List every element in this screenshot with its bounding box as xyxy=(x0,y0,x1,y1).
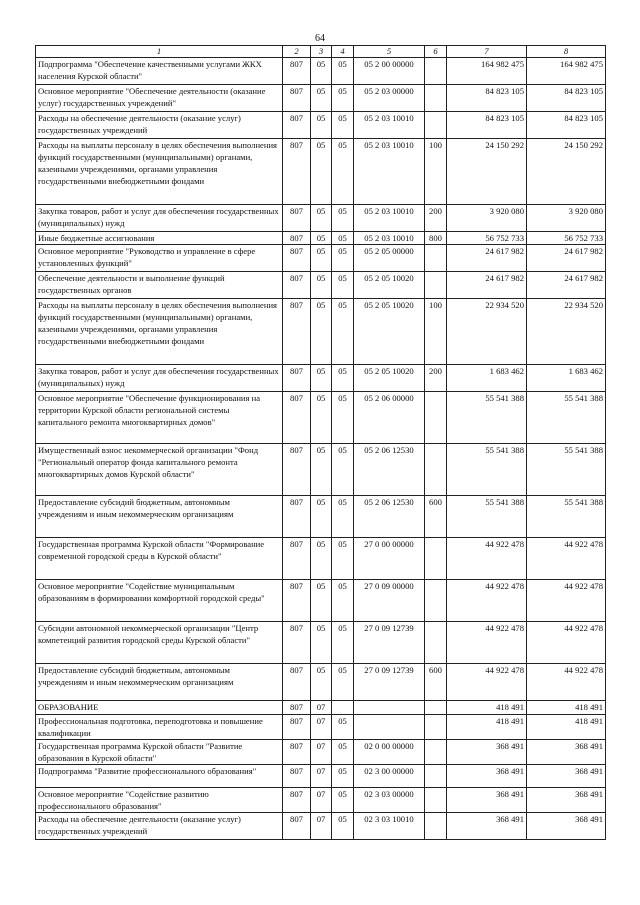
expense-type-code xyxy=(425,392,447,444)
target-article-code: 27 0 09 12739 xyxy=(354,664,425,701)
ministry-code: 807 xyxy=(283,538,311,580)
header-row xyxy=(36,46,606,58)
subsection-code: 05 xyxy=(332,622,354,664)
ministry-code: 807 xyxy=(283,580,311,622)
ministry-code: 807 xyxy=(283,788,311,813)
target-article-code: 02 3 03 00000 xyxy=(354,788,425,813)
amount-year-2: 368 491 xyxy=(527,788,606,813)
subsection-code: 05 xyxy=(332,299,354,365)
amount-year-1: 84 823 105 xyxy=(447,112,527,139)
table-row xyxy=(36,112,606,139)
item-name: Основное мероприятие "Руководство и управление в сфере установленных функций" xyxy=(36,245,283,272)
section-code: 05 xyxy=(311,580,332,622)
amount-year-2: 368 491 xyxy=(527,765,606,788)
amount-year-1: 24 617 982 xyxy=(447,272,527,299)
amount-year-2: 55 541 388 xyxy=(527,392,606,444)
section-code: 05 xyxy=(311,245,332,272)
item-name: Основное мероприятие "Обеспечение деятельности (оказание услуг) государственных учреждений" xyxy=(36,85,283,112)
ministry-code: 807 xyxy=(283,813,311,840)
amount-year-1: 418 491 xyxy=(447,701,527,715)
subsection-code: 05 xyxy=(332,85,354,112)
expense-type-code xyxy=(425,58,447,85)
item-name: Расходы на выплаты персоналу в целях обеспечения выполнения функций государственными (муниципальными) органами, казенными учреждениями, органами управления государственными внебюджетными фондами xyxy=(36,139,283,205)
item-name: Расходы на обеспечение деятельности (оказание услуг) государственных учреждений xyxy=(36,112,283,139)
section-code: 05 xyxy=(311,232,332,245)
subsection-code: 05 xyxy=(332,139,354,205)
section-code: 05 xyxy=(311,205,332,232)
item-name: Закупка товаров, работ и услуг для обеспечения государственных (муниципальных) нужд xyxy=(36,365,283,392)
header-cell: 1 xyxy=(36,46,283,58)
item-name: ОБРАЗОВАНИЕ xyxy=(36,701,283,715)
expense-type-code xyxy=(425,740,447,765)
table-row xyxy=(36,788,606,813)
amount-year-2: 55 541 388 xyxy=(527,444,606,496)
header-cell: 6 xyxy=(425,46,447,58)
target-article-code: 05 2 03 10010 xyxy=(354,232,425,245)
amount-year-2: 24 617 982 xyxy=(527,245,606,272)
section-code: 05 xyxy=(311,272,332,299)
table-row xyxy=(36,245,606,272)
subsection-code: 05 xyxy=(332,205,354,232)
table-row xyxy=(36,538,606,580)
section-code: 05 xyxy=(311,622,332,664)
amount-year-1: 44 922 478 xyxy=(447,664,527,701)
item-name: Закупка товаров, работ и услуг для обеспечения государственных (муниципальных) нужд xyxy=(36,205,283,232)
item-name: Подпрограмма "Обеспечение качественными услугами ЖКХ населения Курской области" xyxy=(36,58,283,85)
amount-year-1: 44 922 478 xyxy=(447,580,527,622)
subsection-code: 05 xyxy=(332,580,354,622)
amount-year-2: 44 922 478 xyxy=(527,664,606,701)
target-article-code: 05 2 03 10010 xyxy=(354,205,425,232)
header-cell: 5 xyxy=(354,46,425,58)
ministry-code: 807 xyxy=(283,740,311,765)
header-cell: 7 xyxy=(447,46,527,58)
amount-year-1: 24 150 292 xyxy=(447,139,527,205)
header-cell: 4 xyxy=(332,46,354,58)
page-number: 64 xyxy=(315,33,325,44)
ministry-code: 807 xyxy=(283,272,311,299)
target-article-code: 27 0 00 00000 xyxy=(354,538,425,580)
budget-table xyxy=(35,45,606,840)
amount-year-2: 44 922 478 xyxy=(527,580,606,622)
expense-type-code xyxy=(425,580,447,622)
subsection-code: 05 xyxy=(332,232,354,245)
target-article-code: 05 2 06 12530 xyxy=(354,444,425,496)
target-article-code: 02 3 00 00000 xyxy=(354,765,425,788)
item-name: Государственная программа Курской области "Развитие образования в Курской области" xyxy=(36,740,283,765)
target-article-code: 05 2 03 00000 xyxy=(354,85,425,112)
table-row xyxy=(36,232,606,245)
target-article-code: 05 2 06 12530 xyxy=(354,496,425,538)
ministry-code: 807 xyxy=(283,715,311,740)
subsection-code: 05 xyxy=(332,272,354,299)
expense-type-code: 200 xyxy=(425,365,447,392)
subsection-code: 05 xyxy=(332,813,354,840)
subsection-code: 05 xyxy=(332,496,354,538)
amount-year-1: 24 617 982 xyxy=(447,245,527,272)
amount-year-2: 1 683 462 xyxy=(527,365,606,392)
target-article-code: 02 3 03 10010 xyxy=(354,813,425,840)
ministry-code: 807 xyxy=(283,444,311,496)
amount-year-1: 368 491 xyxy=(447,788,527,813)
amount-year-1: 55 541 388 xyxy=(447,444,527,496)
expense-type-code xyxy=(425,715,447,740)
ministry-code: 807 xyxy=(283,205,311,232)
table-row xyxy=(36,622,606,664)
target-article-code: 05 2 00 00000 xyxy=(354,58,425,85)
expense-type-code xyxy=(425,813,447,840)
subsection-code: 05 xyxy=(332,365,354,392)
table-row xyxy=(36,580,606,622)
section-code: 05 xyxy=(311,112,332,139)
table-row xyxy=(36,765,606,788)
section-code: 07 xyxy=(311,788,332,813)
table-row xyxy=(36,813,606,840)
item-name: Расходы на обеспечение деятельности (оказание услуг) государственных учреждений xyxy=(36,813,283,840)
expense-type-code xyxy=(425,701,447,715)
amount-year-2: 3 920 080 xyxy=(527,205,606,232)
section-code: 07 xyxy=(311,765,332,788)
table-row xyxy=(36,444,606,496)
expense-type-code xyxy=(425,85,447,112)
amount-year-2: 418 491 xyxy=(527,701,606,715)
ministry-code: 807 xyxy=(283,622,311,664)
item-name: Предоставление субсидий бюджетным, автономным учреждениям и иным некоммерческим организациям xyxy=(36,496,283,538)
ministry-code: 807 xyxy=(283,245,311,272)
ministry-code: 807 xyxy=(283,232,311,245)
item-name: Основное мероприятие "Обеспечение функционирования на территории Курской области региональной системы капитального ремонта многоквартирных домов" xyxy=(36,392,283,444)
table-row xyxy=(36,664,606,701)
amount-year-2: 56 752 733 xyxy=(527,232,606,245)
target-article-code: 27 0 09 00000 xyxy=(354,580,425,622)
amount-year-1: 3 920 080 xyxy=(447,205,527,232)
item-name: Основное мероприятие "Содействие муниципальным образованиям в формировании комфортной городской среды" xyxy=(36,580,283,622)
ministry-code: 807 xyxy=(283,365,311,392)
expense-type-code xyxy=(425,622,447,664)
subsection-code: 05 xyxy=(332,715,354,740)
item-name: Обеспечение деятельности и выполнение функций государственных органов xyxy=(36,272,283,299)
amount-year-1: 368 491 xyxy=(447,740,527,765)
target-article-code: 05 2 05 00000 xyxy=(354,245,425,272)
section-code: 07 xyxy=(311,813,332,840)
amount-year-2: 22 934 520 xyxy=(527,299,606,365)
amount-year-2: 368 491 xyxy=(527,813,606,840)
table-row xyxy=(36,701,606,715)
amount-year-2: 418 491 xyxy=(527,715,606,740)
ministry-code: 807 xyxy=(283,701,311,715)
header-cell: 8 xyxy=(527,46,606,58)
amount-year-2: 164 982 475 xyxy=(527,58,606,85)
target-article-code: 02 0 00 00000 xyxy=(354,740,425,765)
section-code: 05 xyxy=(311,85,332,112)
expense-type-code: 600 xyxy=(425,664,447,701)
expense-type-code: 100 xyxy=(425,299,447,365)
table-row xyxy=(36,496,606,538)
section-code: 05 xyxy=(311,444,332,496)
item-name: Государственная программа Курской области "Формирование современной городской среды в Курской области" xyxy=(36,538,283,580)
amount-year-1: 1 683 462 xyxy=(447,365,527,392)
amount-year-1: 368 491 xyxy=(447,765,527,788)
expense-type-code xyxy=(425,765,447,788)
expense-type-code: 100 xyxy=(425,139,447,205)
table-row xyxy=(36,139,606,205)
amount-year-2: 84 823 105 xyxy=(527,85,606,112)
amount-year-1: 368 491 xyxy=(447,813,527,840)
section-code: 05 xyxy=(311,496,332,538)
amount-year-2: 44 922 478 xyxy=(527,538,606,580)
expense-type-code: 200 xyxy=(425,205,447,232)
amount-year-1: 44 922 478 xyxy=(447,622,527,664)
amount-year-1: 84 823 105 xyxy=(447,85,527,112)
header-cell: 2 xyxy=(283,46,311,58)
item-name: Профессиональная подготовка, переподготовка и повышение квалификации xyxy=(36,715,283,740)
ministry-code: 807 xyxy=(283,112,311,139)
ministry-code: 807 xyxy=(283,299,311,365)
target-article-code: 05 2 05 10020 xyxy=(354,272,425,299)
expense-type-code: 800 xyxy=(425,232,447,245)
section-code: 07 xyxy=(311,701,332,715)
target-article-code: 05 2 03 10010 xyxy=(354,139,425,205)
table-row xyxy=(36,365,606,392)
amount-year-1: 55 541 388 xyxy=(447,496,527,538)
ministry-code: 807 xyxy=(283,496,311,538)
amount-year-2: 55 541 388 xyxy=(527,496,606,538)
target-article-code: 05 2 06 00000 xyxy=(354,392,425,444)
table-row xyxy=(36,715,606,740)
amount-year-2: 44 922 478 xyxy=(527,622,606,664)
amount-year-1: 55 541 388 xyxy=(447,392,527,444)
expense-type-code xyxy=(425,538,447,580)
subsection-code: 05 xyxy=(332,788,354,813)
subsection-code xyxy=(332,701,354,715)
target-article-code: 27 0 09 12739 xyxy=(354,622,425,664)
expense-type-code xyxy=(425,245,447,272)
section-code: 05 xyxy=(311,365,332,392)
target-article-code: 05 2 05 10020 xyxy=(354,365,425,392)
subsection-code: 05 xyxy=(332,245,354,272)
amount-year-2: 24 617 982 xyxy=(527,272,606,299)
item-name: Подпрограмма "Развитие профессионального образования" xyxy=(36,765,283,788)
section-code: 05 xyxy=(311,538,332,580)
subsection-code: 05 xyxy=(332,392,354,444)
item-name: Имущественный взнос некоммерческой организации "Фонд "Региональный оператор фонда капитального ремонта многоквартирных домов Курской области" xyxy=(36,444,283,496)
section-code: 07 xyxy=(311,740,332,765)
amount-year-1: 56 752 733 xyxy=(447,232,527,245)
section-code: 05 xyxy=(311,58,332,85)
item-name: Предоставление субсидий бюджетным, автономным учреждениям и иным некоммерческим организациям xyxy=(36,664,283,701)
subsection-code: 05 xyxy=(332,58,354,85)
expense-type-code: 600 xyxy=(425,496,447,538)
target-article-code: 05 2 05 10020 xyxy=(354,299,425,365)
ministry-code: 807 xyxy=(283,664,311,701)
amount-year-1: 44 922 478 xyxy=(447,538,527,580)
subsection-code: 05 xyxy=(332,112,354,139)
table-row xyxy=(36,205,606,232)
ministry-code: 807 xyxy=(283,58,311,85)
expense-type-code xyxy=(425,112,447,139)
item-name: Иные бюджетные ассигнования xyxy=(36,232,283,245)
ministry-code: 807 xyxy=(283,85,311,112)
target-article-code xyxy=(354,715,425,740)
expense-type-code xyxy=(425,788,447,813)
amount-year-2: 368 491 xyxy=(527,740,606,765)
subsection-code: 05 xyxy=(332,765,354,788)
expense-type-code xyxy=(425,272,447,299)
item-name: Субсидии автономной некоммерческой организации "Центр компетенций развития городской среды Курской области" xyxy=(36,622,283,664)
subsection-code: 05 xyxy=(332,444,354,496)
item-name: Расходы на выплаты персоналу в целях обеспечения выполнения функций государственными (муниципальными) органами, казенными учреждениями, органами управления государственными внебюджетными фондами xyxy=(36,299,283,365)
amount-year-2: 84 823 105 xyxy=(527,112,606,139)
ministry-code: 807 xyxy=(283,139,311,205)
header-cell: 3 xyxy=(311,46,332,58)
table-row xyxy=(36,299,606,365)
amount-year-2: 24 150 292 xyxy=(527,139,606,205)
section-code: 07 xyxy=(311,715,332,740)
target-article-code: 05 2 03 10010 xyxy=(354,112,425,139)
table-row xyxy=(36,740,606,765)
section-code: 05 xyxy=(311,664,332,701)
subsection-code: 05 xyxy=(332,740,354,765)
ministry-code: 807 xyxy=(283,765,311,788)
subsection-code: 05 xyxy=(332,538,354,580)
item-name: Основное мероприятие "Содействие развитию профессионального образования" xyxy=(36,788,283,813)
table-row xyxy=(36,58,606,85)
table-row xyxy=(36,392,606,444)
ministry-code: 807 xyxy=(283,392,311,444)
amount-year-1: 418 491 xyxy=(447,715,527,740)
amount-year-1: 22 934 520 xyxy=(447,299,527,365)
section-code: 05 xyxy=(311,299,332,365)
expense-type-code xyxy=(425,444,447,496)
subsection-code: 05 xyxy=(332,664,354,701)
section-code: 05 xyxy=(311,139,332,205)
section-code: 05 xyxy=(311,392,332,444)
target-article-code xyxy=(354,701,425,715)
table-row xyxy=(36,85,606,112)
amount-year-1: 164 982 475 xyxy=(447,58,527,85)
table-row xyxy=(36,272,606,299)
